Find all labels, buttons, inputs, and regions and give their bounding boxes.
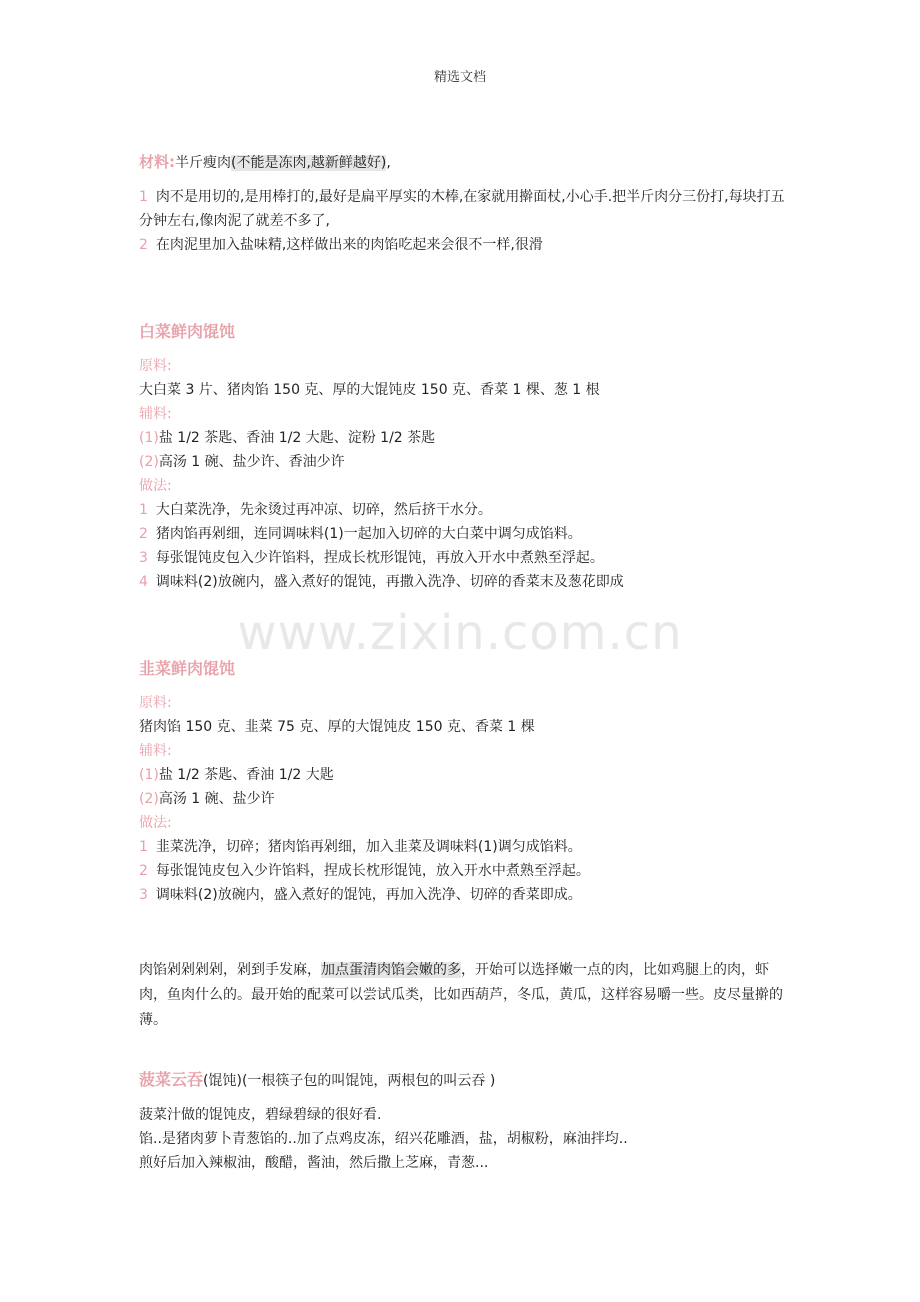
materials-highlight: (不能是冻肉,越新鲜越好)	[231, 155, 387, 171]
aux-item	[139, 763, 789, 787]
main-ingredients-label: 原料:	[139, 358, 172, 374]
tips-before: 肉馅剁剁剁剁，剁到手发麻，	[139, 962, 321, 978]
method-step	[139, 859, 789, 883]
aux-text: 盐 1/2 茶匙、香油 1/2 大匙	[158, 767, 334, 783]
spinach-line: 煎好后加入辣椒油，酸醋，酱油，然后撒上芝麻，青葱...	[139, 1155, 489, 1171]
tips-text	[139, 958, 789, 1033]
intro-section	[139, 150, 789, 257]
step-text: 肉不是用切的,是用棒打的,最好是扁平厚实的木棒,在家就用擀面杖,小心手.把半斤肉分三份打,每块打五分钟左右,像肉泥了就差不多了,	[139, 189, 785, 229]
aux-tag: (2)	[139, 454, 159, 470]
materials-line	[139, 150, 789, 175]
method-step	[139, 883, 789, 907]
recipe-title: 菠菜云吞	[139, 1070, 204, 1089]
recipe-cabbage	[139, 320, 789, 594]
step-number: 2	[139, 863, 148, 879]
materials-label: 材料:	[139, 153, 175, 171]
method-step	[139, 835, 789, 859]
spinach-heading	[139, 1068, 789, 1093]
step-number: 2	[139, 237, 148, 253]
intro-step	[139, 233, 789, 257]
main-ingredients: 大白菜 3 片、猪肉馅 150 克、厚的大馄饨皮 150 克、香菜 1 棵、葱 1 根	[139, 382, 600, 398]
aux-tag: (1)	[139, 430, 159, 446]
step-text: 调味料(2)放碗内，盛入煮好的馄饨，再撒入洗净、切碎的香菜末及葱花即成	[155, 574, 624, 590]
aux-item	[139, 787, 789, 811]
aux-tag: (1)	[139, 767, 159, 783]
step-text: 每张馄饨皮包入少许馅料，捏成长枕形馄饨，放入开水中煮熟至浮起。	[155, 863, 590, 879]
step-number: 1	[139, 502, 148, 518]
step-text: 调味料(2)放碗内，盛入煮好的馄饨，再加入洗净、切碎的香菜即成。	[155, 887, 582, 903]
watermark: www.zixin.com.cn	[237, 605, 683, 661]
method-step	[139, 546, 789, 570]
spinach-line: 菠菜汁做的馄饨皮，碧绿碧绿的很好看.	[139, 1107, 382, 1123]
intro-step	[139, 185, 789, 233]
step-text: 猪肉馅再剁细，连同调味料(1)一起加入切碎的大白菜中调匀成馅料。	[155, 526, 582, 542]
materials-text: 半斤瘦肉	[175, 155, 231, 171]
materials-after: ,	[386, 155, 391, 171]
method-step	[139, 522, 789, 546]
method-step	[139, 498, 789, 522]
step-number: 1	[139, 189, 148, 205]
recipe-title: 白菜鲜肉馄饨	[139, 322, 236, 341]
aux-item	[139, 426, 789, 450]
main-ingredients: 猪肉馅 150 克、韭菜 75 克、厚的大馄饨皮 150 克、香菜 1 棵	[139, 719, 535, 735]
aux-label: 辅料:	[139, 743, 172, 759]
aux-item	[139, 450, 789, 474]
spinach-line: 馅..是猪肉萝卜青葱馅的..加了点鸡皮冻，绍兴花雕酒，盐，胡椒粉，麻油拌均..	[139, 1131, 628, 1147]
aux-text: 高汤 1 碗、盐少许、香油少许	[158, 454, 345, 470]
step-text: 在肉泥里加入盐味精,这样做出来的肉馅吃起来会很不一样,很滑	[155, 237, 543, 253]
recipe-title: 韭菜鲜肉馄饨	[139, 659, 236, 678]
aux-label: 辅料:	[139, 406, 172, 422]
page-header: 精选文档	[433, 70, 486, 85]
method-label: 做法:	[139, 815, 172, 831]
step-text: 韭菜洗净，切碎；猪肉馅再剁细，加入韭菜及调味料(1)调匀成馅料。	[155, 839, 582, 855]
method-step	[139, 570, 789, 594]
aux-text: 高汤 1 碗、盐少许	[158, 791, 275, 807]
tips-after: ，开始可以选择嫩一点的肉，比如鸡腿上的肉，虾肉，鱼肉什么的。最开始的配菜可以尝试瓜类，比如西葫芦，冬瓜，黄瓜，这样容易嚼一些。皮尽量擀的薄。	[139, 962, 783, 1028]
recipe-chive	[139, 657, 789, 907]
tips-paragraph	[139, 958, 789, 1033]
step-text: 大白菜洗净，先汆烫过再冲凉、切碎，然后挤干水分。	[155, 502, 492, 518]
step-number: 1	[139, 839, 148, 855]
step-number: 3	[139, 887, 148, 903]
step-number: 2	[139, 526, 148, 542]
step-number: 3	[139, 550, 148, 566]
recipe-subtitle: (馄饨)(一根筷子包的叫馄饨，两根包的叫云吞 )	[203, 1073, 496, 1089]
aux-tag: (2)	[139, 791, 159, 807]
aux-text: 盐 1/2 茶匙、香油 1/2 大匙、淀粉 1/2 茶匙	[158, 430, 436, 446]
recipe-spinach	[139, 1068, 789, 1175]
step-number: 4	[139, 574, 148, 590]
tips-highlight: 加点蛋清肉馅会嫩的多	[321, 962, 461, 978]
main-ingredients-label: 原料:	[139, 695, 172, 711]
step-text: 每张馄饨皮包入少许馅料，捏成长枕形馄饨，再放入开水中煮熟至浮起。	[155, 550, 604, 566]
method-label: 做法:	[139, 478, 172, 494]
